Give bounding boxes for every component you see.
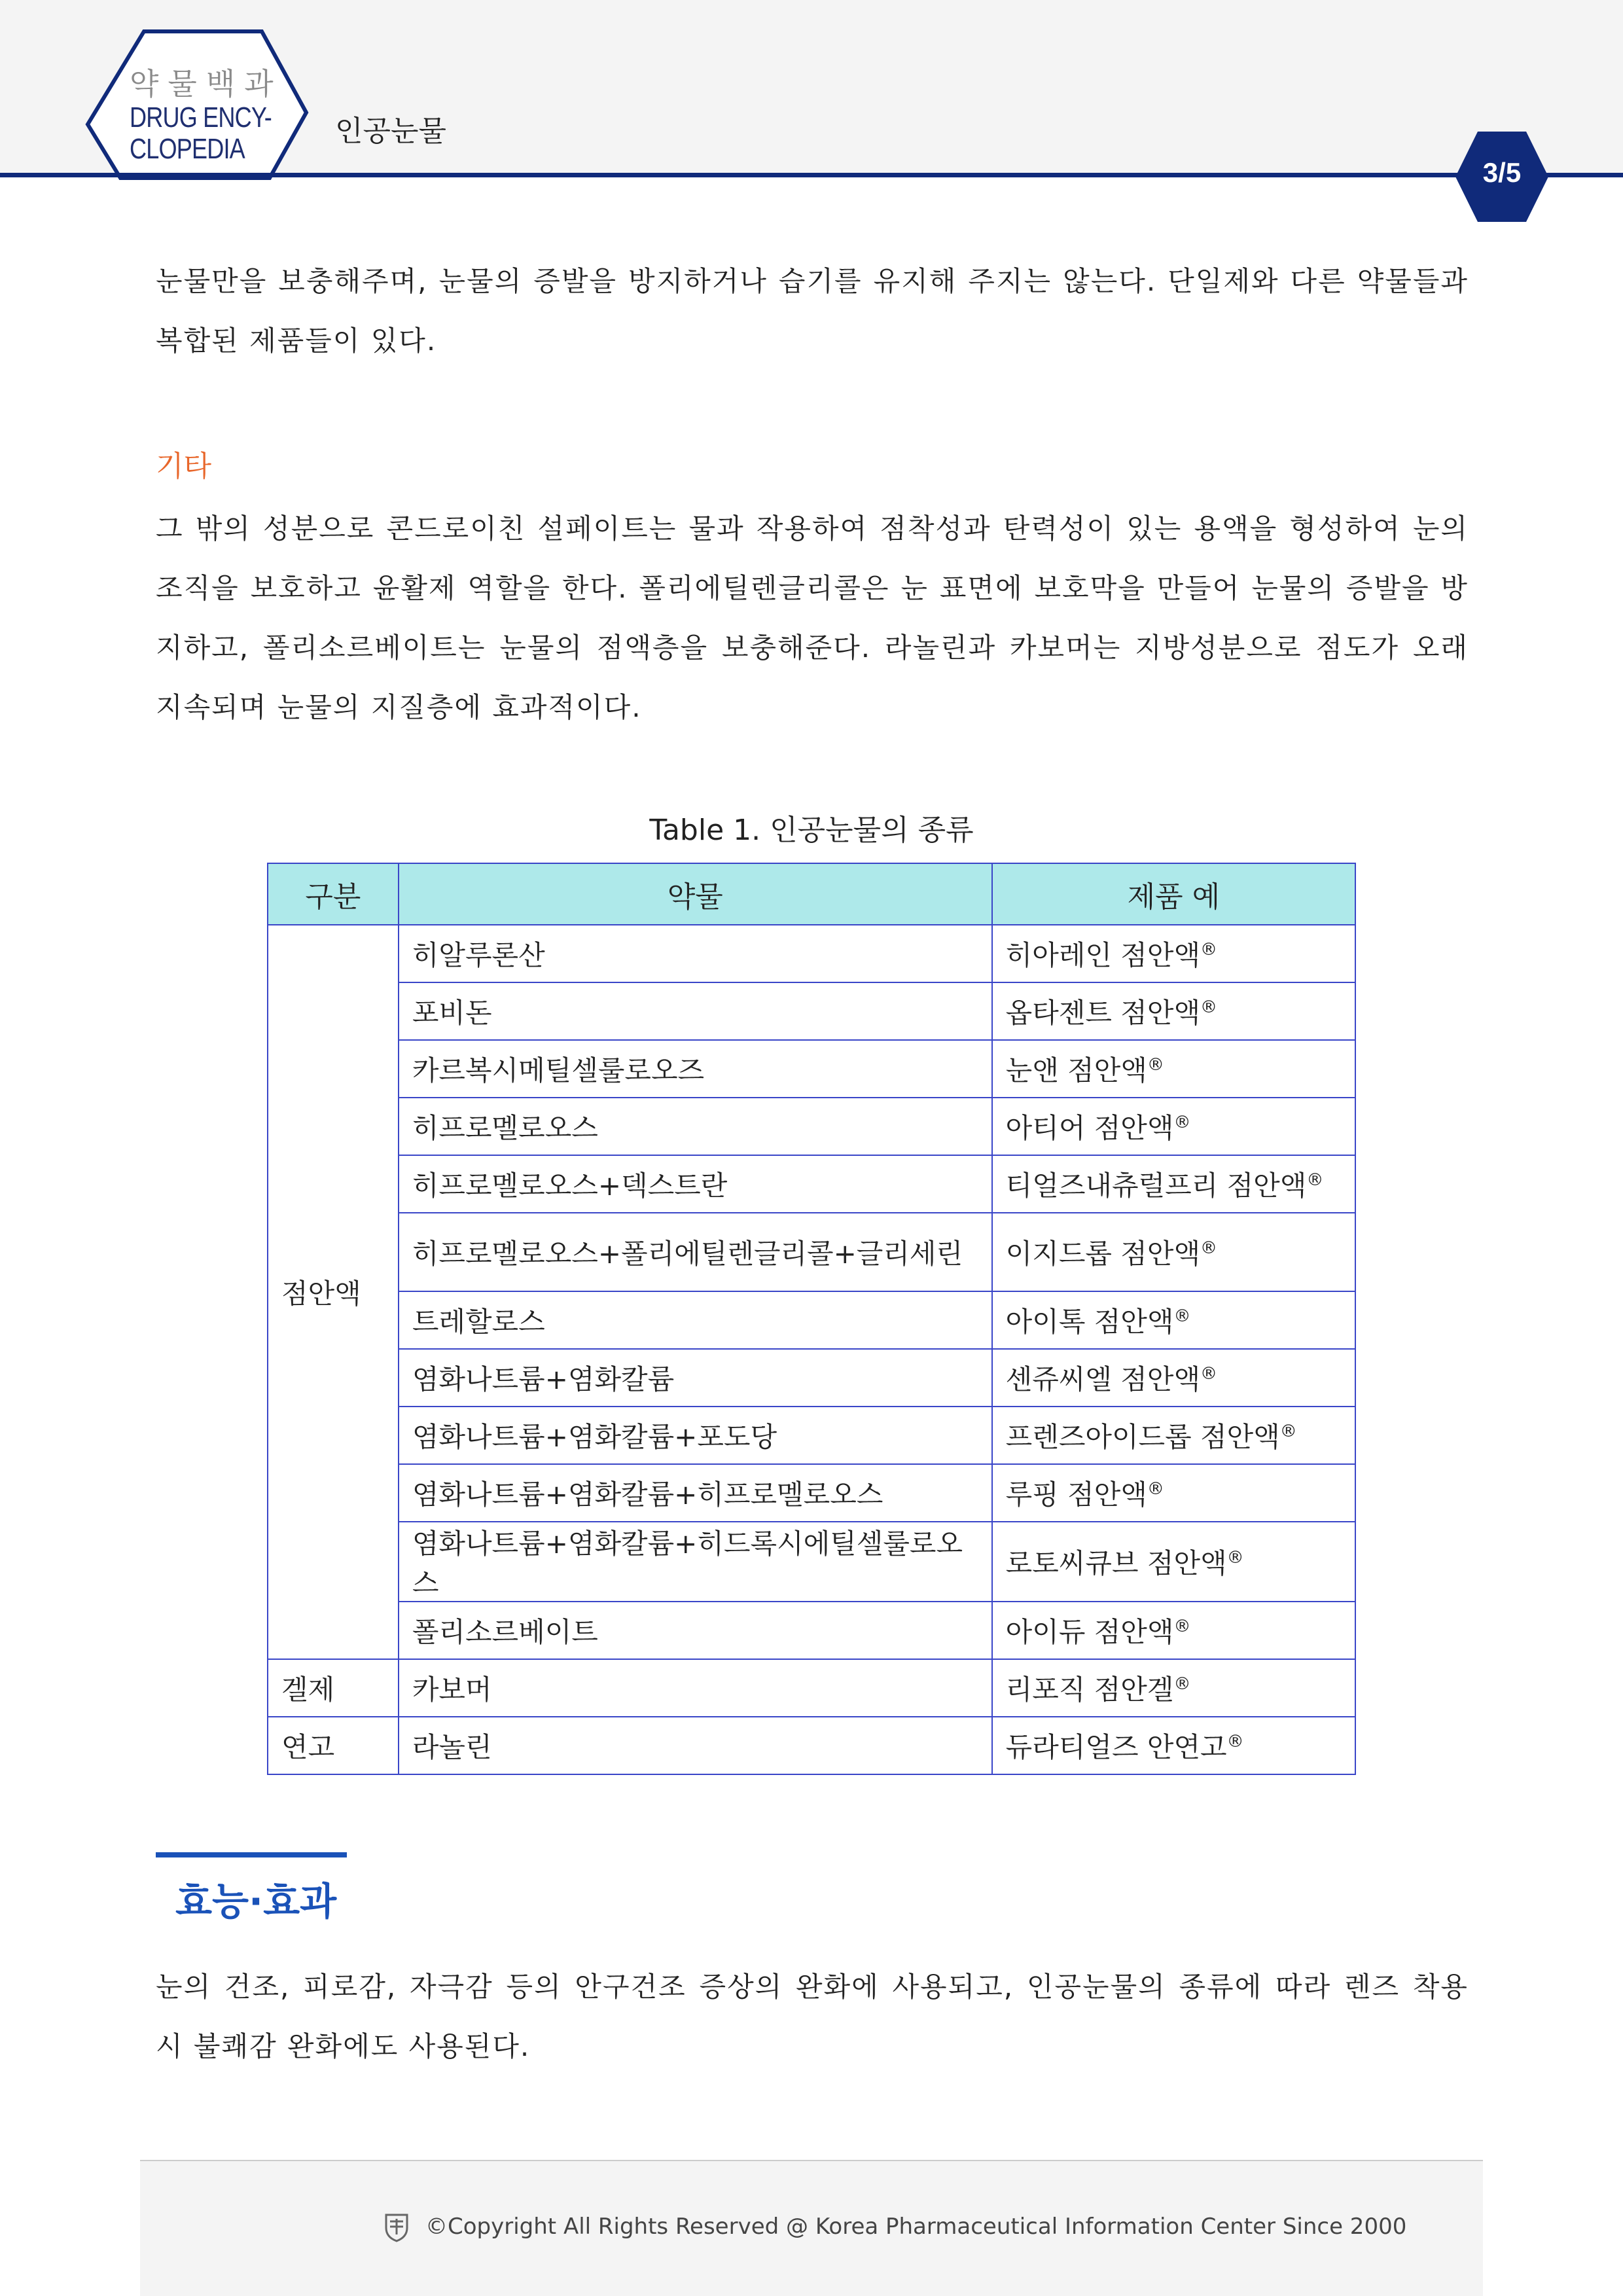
product-cell: [992, 1659, 1355, 1717]
table-row: [268, 1291, 1355, 1349]
product-name: 아이톡 점안액: [1005, 1306, 1174, 1338]
table-header-row: [268, 863, 1355, 925]
product-name: 히아레인 점안액: [1005, 939, 1201, 971]
product-name: 옵타젠트 점안액: [1005, 997, 1201, 1029]
product-name: 아이듀 점안액: [1005, 1616, 1174, 1648]
drug-table: [267, 863, 1356, 1775]
efficacy-title: 효능·효과: [175, 1879, 337, 1924]
registered-mark: ®: [1200, 940, 1218, 960]
product-name: 리포직 점안겔: [1005, 1674, 1174, 1706]
logo-english-line1: DRUG ENCY-: [130, 101, 272, 134]
drug-cell: 염화나트륨+염화칼륨+히드록시에틸셀룰로오스: [399, 1522, 992, 1602]
registered-mark: ®: [1173, 1674, 1191, 1694]
product-cell: [992, 1040, 1355, 1098]
drug-cell: 트레할로스: [399, 1291, 992, 1349]
product-cell: [992, 1407, 1355, 1464]
table-caption: Table 1. 인공눈물의 종류: [649, 814, 974, 847]
registered-mark: ®: [1173, 1113, 1191, 1132]
product-name: 티얼즈내츄럴프리 점안액: [1005, 1170, 1307, 1202]
registered-mark: ®: [1147, 1055, 1164, 1075]
logo-korean: 약물백과: [130, 66, 283, 101]
product-name: 아티어 점안액: [1005, 1112, 1174, 1144]
table-row: [268, 925, 1355, 982]
drug-cell: 염화나트륨+염화칼륨: [399, 1349, 992, 1407]
registered-mark: ®: [1200, 1364, 1218, 1384]
drug-cell: 포비돈: [399, 982, 992, 1040]
drug-cell: 히알루론산: [399, 925, 992, 982]
efficacy-body: 눈의 건조, 피로감, 자극감 등의 안구건조 증상의 완화에 사용되고, 인공눈물의 종류에 따라 렌즈 착용 시 불쾌감 완화에도 사용된다.: [156, 1971, 1469, 2062]
product-cell: [992, 1602, 1355, 1659]
table-row: [268, 1349, 1355, 1407]
product-cell: [992, 1155, 1355, 1213]
product-cell: [992, 1522, 1355, 1602]
table-row: [268, 1098, 1355, 1155]
drug-cell: 카보머: [399, 1659, 992, 1717]
registered-mark: ®: [1173, 1306, 1191, 1326]
registered-mark: ®: [1173, 1617, 1191, 1636]
product-name: 루핑 점안액: [1005, 1479, 1147, 1511]
category-cell: 점안액: [268, 925, 399, 1659]
registered-mark: ®: [1200, 1238, 1218, 1258]
drug-cell: 히프로멜로오스: [399, 1098, 992, 1155]
product-name: 프렌즈아이드롭 점안액: [1005, 1421, 1280, 1453]
header-category: 구분: [268, 863, 399, 925]
drug-cell: 카르복시메틸셀룰로오즈: [399, 1040, 992, 1098]
product-name: 눈앤 점안액: [1005, 1054, 1147, 1086]
table-row: [268, 1717, 1355, 1774]
drug-cell: 라놀린: [399, 1717, 992, 1774]
drug-cell: 폴리소르베이트: [399, 1602, 992, 1659]
section-title-other: 기타: [156, 450, 212, 483]
intro-paragraph: 눈물만을 보충해주며, 눈물의 증발을 방지하거나 습기를 유지해 주지는 않는다. 단일제와 다른 약물들과 복합된 제품들이 있다.: [156, 265, 1469, 357]
category-cell: 겔제: [268, 1659, 399, 1717]
header-divider: [0, 173, 1623, 177]
drug-cell: 염화나트륨+염화칼륨+히프로멜로오스: [399, 1464, 992, 1522]
table-row: [268, 1213, 1355, 1291]
drug-cell: 히프로멜로오스+덱스트란: [399, 1155, 992, 1213]
table-row: [268, 1155, 1355, 1213]
product-cell: [992, 925, 1355, 982]
page-number: 3/5: [1482, 157, 1522, 188]
drug-cell: 히프로멜로오스+폴리에틸렌글리콜+글리세린: [399, 1213, 992, 1291]
table-body: [268, 925, 1355, 1774]
product-name: 듀라티얼즈 안연고: [1005, 1731, 1227, 1763]
header-title: 인공눈물: [335, 115, 447, 148]
category-cell: 연고: [268, 1717, 399, 1774]
registered-mark: ®: [1200, 997, 1218, 1017]
product-cell: [992, 982, 1355, 1040]
product-name: 이지드롭 점안액: [1005, 1238, 1201, 1270]
table-row: [268, 1040, 1355, 1098]
product-cell: [992, 1291, 1355, 1349]
logo-english-line2: CLOPEDIA: [130, 133, 245, 165]
registered-mark: ®: [1147, 1479, 1164, 1499]
logo: [130, 65, 303, 165]
table-row: [268, 1464, 1355, 1522]
table-row: [268, 1522, 1355, 1602]
shield-icon: [383, 2212, 410, 2242]
product-name: 센쥬씨엘 점안액: [1005, 1363, 1201, 1395]
header-product: 제품 예: [992, 863, 1355, 925]
product-cell: [992, 1349, 1355, 1407]
registered-mark: ®: [1306, 1170, 1324, 1190]
other-section-body: 그 밖의 성분으로 콘드로이친 설페이트는 물과 작용하여 점착성과 탄력성이 있는 용액을 형성하여 눈의 조직을 보호하고 윤활제 역할을 한다. 폴리에틸렌글리콜은 눈 표면에 보호막을 만들어 눈물의 증발을 방지하고, 폴리소르베이트는 눈물의 점액층을 보충해준다. 라놀린과 카보머는 지방성분으로 점도가 오래 지속되며 눈물의 지질층에 효과적이다.: [156, 512, 1469, 723]
efficacy-accent-bar: [156, 1852, 347, 1857]
product-cell: [992, 1098, 1355, 1155]
drug-cell: 염화나트륨+염화칼륨+포도당: [399, 1407, 992, 1464]
registered-mark: ®: [1279, 1422, 1297, 1441]
product-name: 로토씨큐브 점안액: [1005, 1547, 1227, 1579]
registered-mark: ®: [1226, 1548, 1244, 1568]
footer-copyright: ©Copyright All Rights Reserved @ Korea Pharmaceutical Information Center Since 2000: [425, 2214, 1407, 2240]
product-cell: [992, 1717, 1355, 1774]
product-cell: [992, 1213, 1355, 1291]
registered-mark: ®: [1226, 1732, 1244, 1751]
table-row: [268, 1602, 1355, 1659]
table-row: [268, 982, 1355, 1040]
table-row: [268, 1407, 1355, 1464]
table-row: [268, 1659, 1355, 1717]
product-cell: [992, 1464, 1355, 1522]
header-drug: 약물: [399, 863, 992, 925]
